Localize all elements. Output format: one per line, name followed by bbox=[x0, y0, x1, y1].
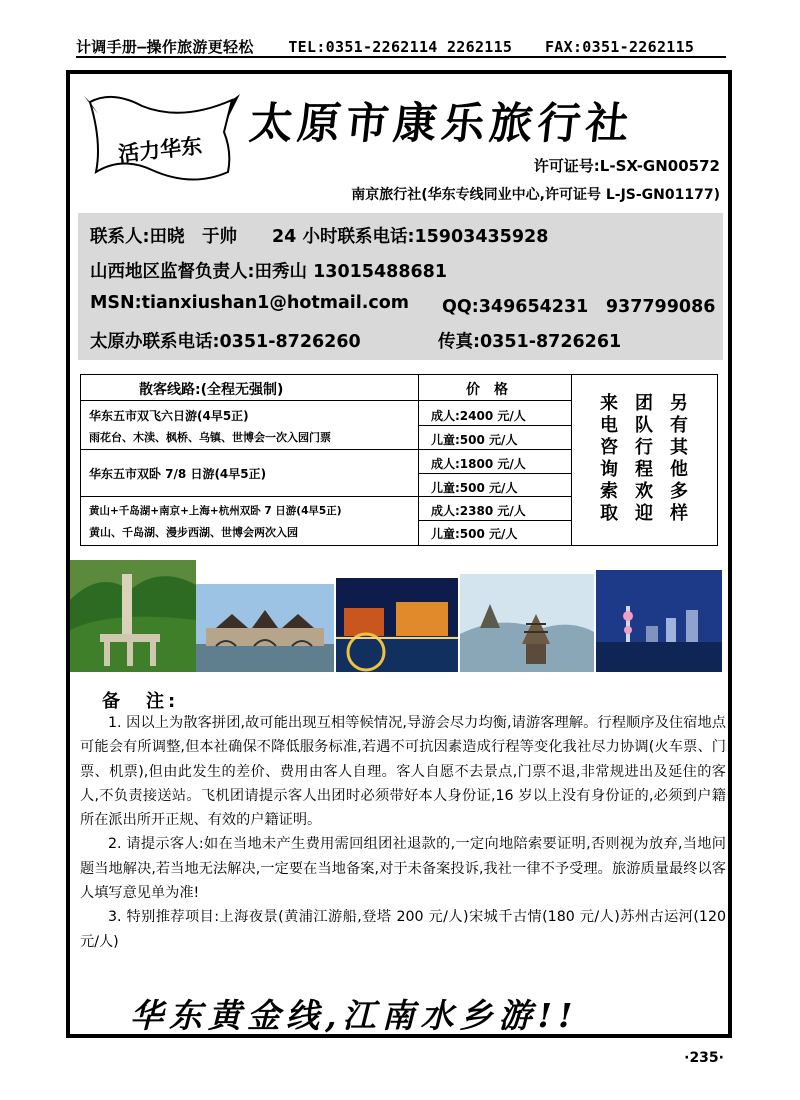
route-1-adult: 成人:2400 元/人 bbox=[431, 409, 526, 423]
route-2-title: 华东五市双卧 7/8 日游(4早5正) bbox=[89, 467, 267, 481]
route-2-child: 儿童:500 元/人 bbox=[431, 481, 518, 495]
msn-line: MSN:tianxiushan1@hotmail.com bbox=[90, 293, 410, 313]
fax-line: 传真:0351-8726261 bbox=[438, 332, 622, 352]
nanjing-agency-line: 南京旅行社(华东专线同业中心,许可证号 L-JS-GN01177) bbox=[351, 187, 720, 203]
header-tel: TEL:0351-2262114 2262115 bbox=[288, 38, 513, 56]
notes-title: 备 注: bbox=[102, 691, 180, 712]
header-fax: FAX:0351-2262115 bbox=[544, 38, 695, 56]
bottom-slogan: 华东黄金线,江南水乡游!! bbox=[130, 996, 579, 1035]
route-1-title: 华东五市双飞六日游(4早5正) bbox=[89, 409, 249, 423]
pagoda-lake-photo bbox=[460, 574, 594, 672]
notes-body bbox=[80, 711, 726, 954]
route-header: 散客线路:(全程无强制) bbox=[139, 382, 284, 398]
price-header: 价 格 bbox=[466, 382, 508, 398]
route-3-detail: 黄山、千岛湖、漫步西湖、世博会两次入园 bbox=[89, 526, 298, 539]
agency-name: 太原市康乐旅行社 bbox=[247, 99, 637, 149]
page-number: ·235· bbox=[684, 1050, 724, 1066]
mountain-gate-photo bbox=[70, 560, 196, 672]
contact-box bbox=[78, 213, 723, 360]
banner-text: 活力华东 bbox=[116, 132, 204, 167]
header-slogan: 计调手册—操作旅游更轻松 bbox=[76, 38, 254, 56]
bridge-pavilion-photo bbox=[196, 584, 334, 672]
route-3-adult: 成人:2380 元/人 bbox=[431, 504, 526, 518]
contact-persons: 联系人:田晓 于帅 24 小时联系电话:15903435928 bbox=[90, 227, 549, 247]
note-paragraph-2: 2. 请提示客人:如在当地未产生费用需回组团社退款的,一定向地陪索要证明,否则视为放弃,当地问题当地解决,若当地无法解决,一定要在当地备案,对于未备案投诉,我社一律不予受理。旅游质量最终以客人填写意见单为准! bbox=[80, 836, 726, 902]
qq-line: QQ:349654231 937799086 bbox=[442, 297, 716, 317]
route-table bbox=[80, 374, 718, 546]
note-paragraph-1: 1. 因以上为散客拼团,故可能出现互相等候情况,导游会尽力均衡,请游客理解。行程顺序及住宿地点可能会有所调整,但本社确保不降低服务标准,若遇不可抗因素造成行程等变化我社尽力协调(火车票、门票、机票),但由此发生的差价、费用由客人自理。客人自愿不去景点,门票不退,非常规进出及延住的客人,不负责接送站。飞机团请提示客人出团时必须带好本人身份证,16 岁以上没有身份证的,必须到户籍所在派出所开正规、有效的户籍证明。 bbox=[80, 715, 726, 829]
note-paragraph-3: 3. 特别推荐项目:上海夜景(黄浦江游船,登塔 200 元/人)宋城千古情(180 元/人)苏州古运河(120 元/人) bbox=[80, 909, 726, 950]
night-water-town-photo bbox=[336, 578, 458, 672]
route-2-adult: 成人:1800 元/人 bbox=[431, 457, 526, 471]
license-number: 许可证号:L-SX-GN00572 bbox=[533, 157, 720, 175]
route-1-child: 儿童:500 元/人 bbox=[431, 433, 518, 447]
shanghai-skyline-photo bbox=[596, 570, 722, 672]
office-phone: 太原办联系电话:0351-8726260 bbox=[90, 332, 361, 352]
side-column-inquiry: 来电咨询索取 bbox=[600, 393, 618, 524]
route-3-title: 黄山+千岛湖+南京+上海+杭州双卧 7 日游(4早5正) bbox=[89, 505, 342, 517]
supervisor-line: 山西地区监督负责人:田秀山 13015488681 bbox=[90, 262, 448, 282]
side-column-other: 另有其他多样 bbox=[670, 393, 688, 524]
header-line bbox=[76, 36, 726, 57]
side-column-groups: 团队行程欢迎 bbox=[635, 393, 653, 524]
route-1-detail: 雨花台、木渎、枫桥、乌镇、世博会一次入园门票 bbox=[89, 431, 331, 444]
route-3-child: 儿童:500 元/人 bbox=[431, 527, 518, 541]
header-rule bbox=[76, 56, 726, 58]
